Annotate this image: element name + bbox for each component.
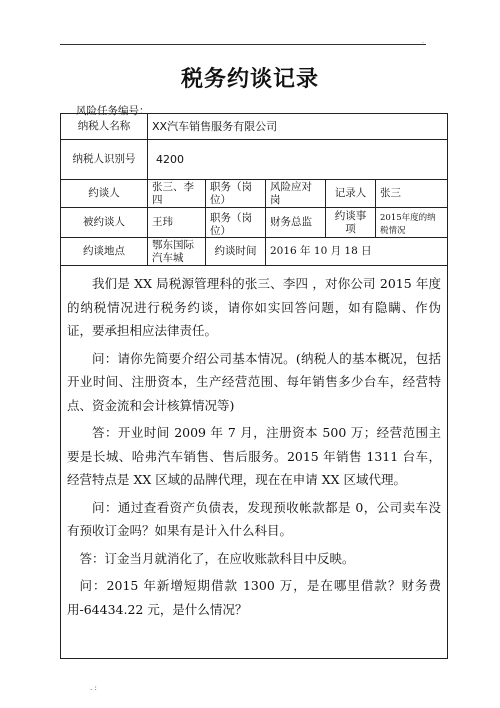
question-1: 问：请你先简要介绍公司基本情况。(纳税人的基本概况，包括开业时间、注册资本，生产经营范围、每年销售多少台车，经营特点、资金流和会计核算情况等) [67,350,441,413]
row-interviewee [61,208,447,238]
risk-task-number-label: 风险任务编号： [76,105,150,117]
question-2: 问：通过查看资产负债表，发现预收帐款都是 0，公司卖车没有预收订金吗？如果有是计入什么科目。 [67,499,441,538]
footer-mark: . : [90,684,97,692]
interviewee-value: 王玮 [148,208,206,237]
answer-1: 答：开业时间 2009 年 7 月，注册资本 500 万；经营范围主要是长城、哈弗汽车销售、售后服务。2015 年销售 1311 台车，经营特点是 XX 区域的品牌代理，现在在申请 XX 区域代理。 [67,425,441,487]
recorder-value: 张三 [380,187,401,199]
location-label: 约谈地点 [61,238,148,265]
question-3: 问：2015 年新增短期借款 1300 万，是在哪里借款？财务费用-64434.22 元，是什么情况？ [67,578,441,617]
taxpayer-id-label: 纳税人识别号 [61,140,148,179]
interviewee-position-value: 财务总监 [266,208,326,237]
row-location-time [61,238,447,266]
interviewer-position-label: 职务（岗位） [206,180,266,207]
row-taxpayer-name [61,114,447,140]
interview-record-form [60,113,448,659]
interview-content [61,266,447,625]
location-value: 鄂东国际汽车城 [148,238,206,265]
header-rule [60,44,426,45]
taxpayer-id-value: 4200 [156,153,184,166]
intro-paragraph: 我们是 XX 局税源管理科的张三、李四 ，对你公司 2015 年度的纳税情况进行税务约谈，请你如实回答问题，如有隐瞒、作伪证，要承担相应法律责任。 [67,276,441,338]
matter-value: 2015年度的纳税情况 [380,213,436,236]
interviewer-position-value: 风险应对岗 [266,180,326,207]
matter-label: 约谈事项 [326,208,376,237]
recorder-label: 记录人 [326,180,376,207]
answer-2: 答：订金当月就消化了，在应收账款科目中反映。 [79,550,355,566]
interviewee-label: 被约谈人 [61,208,148,237]
row-interviewer [61,180,447,208]
time-value: 2016 年 10 月 18 日 [270,245,372,257]
taxpayer-name-label: 纳税人名称 [61,114,148,139]
row-taxpayer-id [61,140,447,180]
header-mark: . [422,38,424,45]
interviewer-label: 约谈人 [61,180,148,207]
time-label: 约谈时间 [206,238,266,265]
interviewer-value: 张三、李四 [148,180,206,207]
document-title: 税务约谈记录 [180,66,319,92]
interviewee-position-label: 职务（岗位） [206,208,266,237]
taxpayer-name-value: XX汽车销售服务有限公司 [152,120,278,133]
